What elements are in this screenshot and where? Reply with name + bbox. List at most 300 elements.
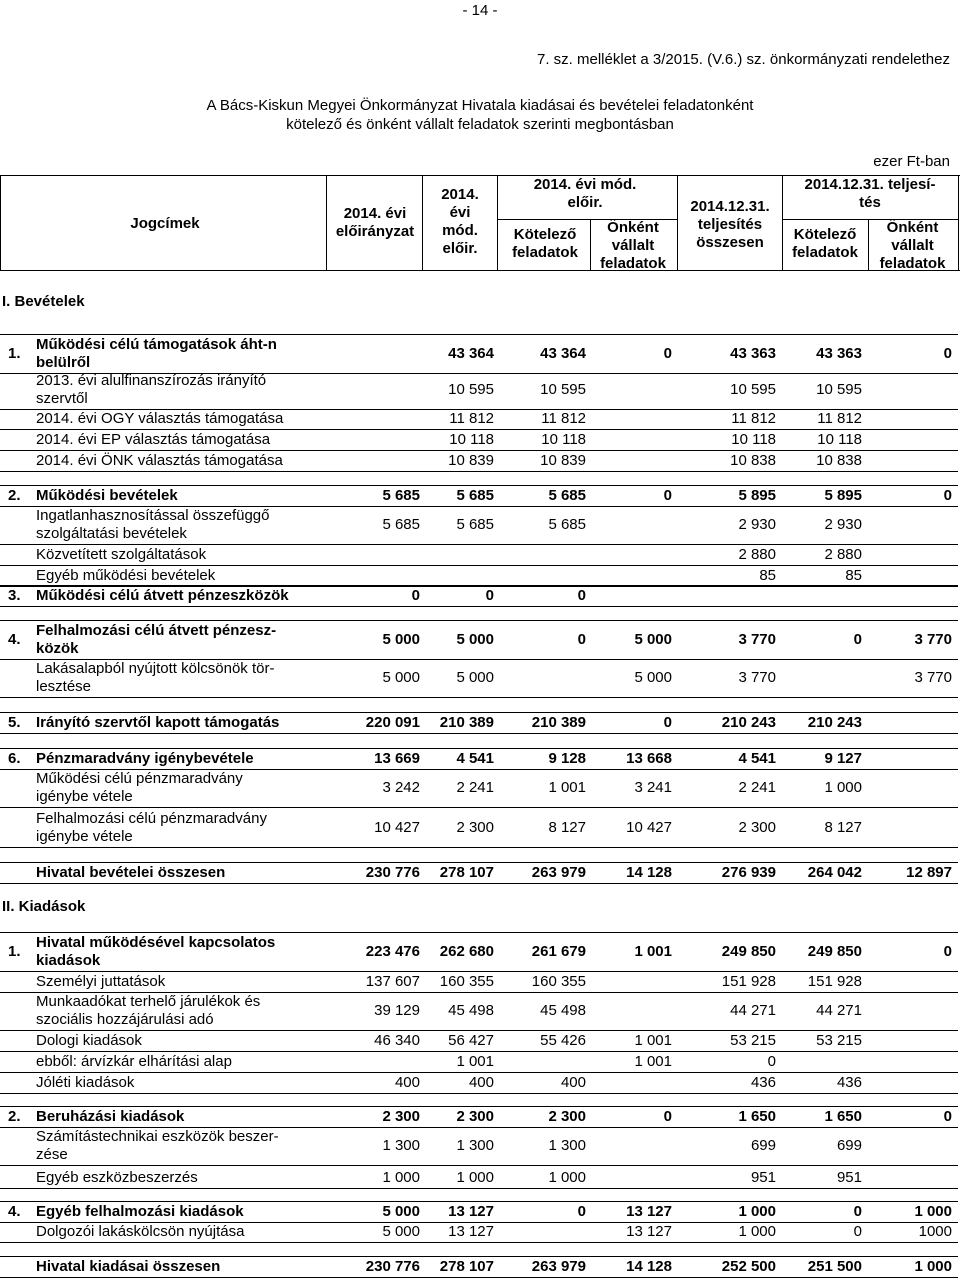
row-value: 436 bbox=[750, 1074, 776, 1091]
row-label: Működési bevételek bbox=[36, 487, 178, 504]
header-onkent2-line1: Önként bbox=[886, 219, 939, 236]
row-value: 5 685 bbox=[382, 487, 420, 504]
header-onkent bbox=[592, 219, 674, 273]
table-row bbox=[0, 1258, 960, 1276]
row-border bbox=[0, 1165, 958, 1166]
row-label: Beruházási kiadások bbox=[36, 1108, 185, 1125]
row-border bbox=[0, 748, 958, 749]
row-value: 0 bbox=[663, 487, 672, 504]
table-row bbox=[0, 1223, 960, 1241]
header-kotelezo2 bbox=[785, 226, 865, 262]
row-value: 5 685 bbox=[548, 487, 586, 504]
row-label: Felhalmozási célú pénzmaradvány bbox=[36, 810, 267, 827]
row-value: 220 091 bbox=[365, 714, 420, 731]
row-value: 1 001 bbox=[456, 1053, 494, 1070]
row-number: 3. bbox=[8, 587, 21, 604]
header-kotelezo-line2: feladatok bbox=[512, 244, 578, 261]
table-row bbox=[0, 1128, 960, 1164]
row-label: Ingatlanhasznosítással összefüggő bbox=[36, 507, 270, 524]
row-value: 210 389 bbox=[439, 714, 494, 731]
header-mod-eloir-line4: előir. bbox=[442, 240, 478, 257]
row-value: 4 541 bbox=[738, 750, 776, 767]
row-border bbox=[0, 1256, 958, 1257]
row-border bbox=[0, 847, 958, 848]
row-border bbox=[0, 932, 958, 933]
table-row bbox=[0, 336, 960, 372]
header-onkent2 bbox=[870, 219, 955, 273]
row-value: 56 427 bbox=[448, 1032, 494, 1049]
row-value: 2 880 bbox=[824, 546, 862, 563]
row-label: Működési célú pénzmaradvány bbox=[36, 770, 243, 787]
row-value: 10 118 bbox=[449, 431, 494, 448]
document-title-line1: A Bács-Kiskun Megyei Önkormányzat Hivatala kiadásai és bevételei feladatonként bbox=[206, 97, 754, 114]
header-jogcimek: Jogcímek bbox=[130, 215, 200, 232]
row-value: 1 300 bbox=[548, 1137, 586, 1154]
header-divider bbox=[0, 175, 1, 270]
row-value: 8 127 bbox=[548, 819, 586, 836]
section-kiadasok: II. Kiadások bbox=[2, 898, 86, 915]
row-value: 1 001 bbox=[634, 1053, 672, 1070]
row-value: 1 650 bbox=[738, 1108, 776, 1125]
row-value: 5 000 bbox=[456, 669, 494, 686]
unit-label: ezer Ft-ban bbox=[873, 153, 950, 170]
header-kotelezo2-line1: Kötelező bbox=[793, 226, 857, 243]
row-value: 1 001 bbox=[548, 779, 586, 796]
row-value: 39 129 bbox=[374, 1002, 420, 1019]
row-value: 10 118 bbox=[541, 431, 586, 448]
row-border bbox=[0, 1072, 958, 1073]
row-value: 0 bbox=[577, 1203, 586, 1220]
row-value: 249 850 bbox=[807, 943, 862, 960]
row-value: 85 bbox=[845, 567, 862, 584]
row-value: 2 930 bbox=[824, 516, 862, 533]
row-value: 1 000 bbox=[382, 1169, 420, 1186]
row-value: 44 271 bbox=[816, 1002, 862, 1019]
row-value: 5 000 bbox=[382, 669, 420, 686]
header-mod-eloir bbox=[425, 186, 495, 258]
row-value: 0 bbox=[853, 1223, 862, 1240]
row-value: 3 770 bbox=[914, 631, 952, 648]
row-value: 11 812 bbox=[449, 410, 494, 427]
row-value: 137 607 bbox=[365, 973, 420, 990]
row-value: 2 241 bbox=[738, 779, 776, 796]
row-value: 13 127 bbox=[448, 1223, 494, 1240]
header-onkent-line2: vállalt bbox=[611, 237, 655, 254]
table-row bbox=[0, 750, 960, 768]
row-value: 5 000 bbox=[456, 631, 494, 648]
header-mod-group-line2: előir. bbox=[567, 194, 603, 211]
page-number: - 14 - bbox=[462, 2, 498, 19]
row-value: 11 812 bbox=[817, 410, 862, 427]
row-value: 0 bbox=[853, 1203, 862, 1220]
row-value: 5 895 bbox=[824, 487, 862, 504]
row-value: 210 243 bbox=[721, 714, 776, 731]
header-divider bbox=[497, 175, 498, 270]
row-label: közök bbox=[36, 640, 79, 657]
table-row bbox=[0, 864, 960, 882]
row-value: 10 839 bbox=[448, 452, 494, 469]
row-value: 1 000 bbox=[738, 1203, 776, 1220]
row-value: 210 389 bbox=[531, 714, 586, 731]
row-border bbox=[0, 450, 958, 451]
row-value: 10 595 bbox=[816, 381, 862, 398]
row-value: 0 bbox=[943, 487, 952, 504]
row-value: 43 363 bbox=[730, 345, 776, 362]
row-label: lesztése bbox=[36, 678, 92, 695]
row-value: 0 bbox=[485, 587, 494, 604]
row-label: Személyi juttatások bbox=[36, 973, 166, 990]
table-row bbox=[0, 810, 960, 846]
row-value: 10 118 bbox=[817, 431, 862, 448]
row-value: 2 300 bbox=[738, 819, 776, 836]
row-value: 11 812 bbox=[731, 410, 776, 427]
row-value: 9 128 bbox=[548, 750, 586, 767]
header-divider bbox=[958, 175, 959, 270]
row-border bbox=[0, 1030, 958, 1031]
row-label: Hivatal működésével kapcsolatos bbox=[36, 934, 276, 951]
row-label: 2014. évi EP választás támogatása bbox=[36, 431, 271, 448]
row-border bbox=[0, 1277, 958, 1278]
table-row bbox=[0, 410, 960, 428]
row-border bbox=[0, 733, 958, 734]
row-value: 699 bbox=[836, 1137, 862, 1154]
header-eloiranyzat-line1: 2014. évi bbox=[343, 205, 407, 222]
row-value: 43 363 bbox=[816, 345, 862, 362]
section-bevetelek: I. Bevételek bbox=[2, 293, 85, 310]
row-border bbox=[0, 1242, 958, 1243]
row-label: igénybe vétele bbox=[36, 788, 133, 805]
row-label: Számítástechnikai eszközök beszer- bbox=[36, 1128, 279, 1145]
row-label: ebből: árvízkár elhárítási alap bbox=[36, 1053, 232, 1070]
table-row bbox=[0, 714, 960, 732]
row-border bbox=[0, 620, 958, 621]
row-value: 1 650 bbox=[824, 1108, 862, 1125]
header-eloiranyzat bbox=[330, 205, 420, 241]
header-divider bbox=[497, 219, 677, 220]
row-label: Egyéb működési bevételek bbox=[36, 567, 216, 584]
row-value: 276 939 bbox=[721, 864, 776, 881]
row-value: 5 685 bbox=[382, 516, 420, 533]
header-telj-group bbox=[785, 176, 955, 212]
table-row bbox=[0, 993, 960, 1029]
row-value: 251 500 bbox=[807, 1258, 862, 1275]
row-label: Hivatal kiadásai összesen bbox=[36, 1258, 221, 1275]
row-value: 5 685 bbox=[456, 487, 494, 504]
row-value: 43 364 bbox=[540, 345, 586, 362]
row-value: 45 498 bbox=[540, 1002, 586, 1019]
table-row bbox=[0, 1074, 960, 1092]
table-row bbox=[0, 622, 960, 658]
row-value: 2 300 bbox=[456, 819, 494, 836]
row-value: 85 bbox=[759, 567, 776, 584]
row-value: 1 001 bbox=[634, 1032, 672, 1049]
table-row bbox=[0, 567, 960, 585]
row-value: 13 669 bbox=[374, 750, 420, 767]
row-value: 0 bbox=[943, 345, 952, 362]
row-value: 10 595 bbox=[448, 381, 494, 398]
row-border bbox=[0, 1106, 958, 1107]
table-row bbox=[0, 1053, 960, 1071]
table-row bbox=[0, 546, 960, 564]
row-value: 11 812 bbox=[541, 410, 586, 427]
header-eloiranyzat-line2: előirányzat bbox=[335, 223, 415, 240]
row-number: 4. bbox=[8, 631, 21, 648]
row-value: 12 897 bbox=[906, 864, 952, 881]
row-label: Munkaadókat terhelő járulékok és bbox=[36, 993, 261, 1010]
row-value: 14 128 bbox=[626, 1258, 672, 1275]
row-value: 210 243 bbox=[807, 714, 862, 731]
annex-reference: 7. sz. melléklet a 3/2015. (V.6.) sz. önkormányzati rendelethez bbox=[537, 51, 950, 68]
row-value: 53 215 bbox=[816, 1032, 862, 1049]
row-value: 13 668 bbox=[626, 750, 672, 767]
row-value: 5 685 bbox=[456, 516, 494, 533]
row-value: 43 364 bbox=[448, 345, 494, 362]
row-value: 5 685 bbox=[548, 516, 586, 533]
row-value: 230 776 bbox=[365, 864, 420, 881]
row-value: 0 bbox=[663, 714, 672, 731]
row-value: 400 bbox=[394, 1074, 420, 1091]
row-value: 2 241 bbox=[456, 779, 494, 796]
table-row bbox=[0, 770, 960, 806]
header-mod-eloir-line3: mód. bbox=[442, 222, 478, 239]
row-value: 2 300 bbox=[548, 1108, 586, 1125]
table-row bbox=[0, 431, 960, 449]
row-value: 264 042 bbox=[807, 864, 862, 881]
row-label: szervtől bbox=[36, 390, 88, 407]
row-value: 9 127 bbox=[824, 750, 862, 767]
table-row bbox=[0, 1108, 960, 1126]
header-divider bbox=[326, 175, 327, 270]
row-border bbox=[0, 1201, 958, 1202]
row-value: 0 bbox=[943, 943, 952, 960]
row-label: Jóléti kiadások bbox=[36, 1074, 135, 1091]
header-onkent2-line2: vállalt bbox=[891, 237, 934, 254]
row-value: 1 000 bbox=[914, 1203, 952, 1220]
header-onkent2-line3: feladatok bbox=[879, 255, 946, 272]
row-value: 230 776 bbox=[365, 1258, 420, 1275]
row-label: Működési célú átvett pénzeszközök bbox=[36, 587, 289, 604]
header-divider bbox=[590, 219, 591, 270]
row-value: 5 895 bbox=[738, 487, 776, 504]
row-border bbox=[0, 485, 958, 486]
row-border bbox=[0, 862, 958, 863]
header-kotelezo2-line2: feladatok bbox=[792, 244, 858, 261]
table-row bbox=[0, 507, 960, 543]
header-teljesites-line3: összesen bbox=[696, 234, 764, 251]
row-value: 2 300 bbox=[382, 1108, 420, 1125]
row-value: 10 118 bbox=[731, 431, 776, 448]
header-telj-group-line2: tés bbox=[859, 194, 881, 211]
row-label: 2014. évi ÖNK választás támogatása bbox=[36, 452, 283, 469]
row-value: 2 880 bbox=[738, 546, 776, 563]
row-value: 262 680 bbox=[439, 943, 494, 960]
row-value: 3 770 bbox=[914, 669, 952, 686]
row-value: 0 bbox=[767, 1053, 776, 1070]
row-value: 1 001 bbox=[634, 943, 672, 960]
row-border bbox=[0, 565, 958, 566]
row-border bbox=[0, 807, 958, 808]
row-label: szolgáltatási bevételek bbox=[36, 525, 187, 542]
header-kotelezo bbox=[500, 226, 590, 262]
row-value: 160 355 bbox=[531, 973, 586, 990]
row-value: 13 127 bbox=[448, 1203, 494, 1220]
row-value: 436 bbox=[836, 1074, 862, 1091]
row-value: 0 bbox=[577, 587, 586, 604]
table-row bbox=[0, 1032, 960, 1050]
row-border bbox=[0, 606, 958, 607]
row-label: 2013. évi alulfinanszírozás irányító bbox=[36, 372, 267, 389]
row-value: 10 838 bbox=[730, 452, 776, 469]
header-mod-group-line1: 2014. évi mód. bbox=[533, 176, 637, 193]
row-value: 10 838 bbox=[816, 452, 862, 469]
row-value: 44 271 bbox=[730, 1002, 776, 1019]
row-border bbox=[0, 334, 958, 335]
header-teljesites bbox=[680, 198, 780, 252]
row-label: Közvetített szolgáltatások bbox=[36, 546, 207, 563]
row-value: 13 127 bbox=[626, 1223, 672, 1240]
row-label: Egyéb eszközbeszerzés bbox=[36, 1169, 198, 1186]
row-label: Dologi kiadások bbox=[36, 1032, 142, 1049]
row-value: 10 427 bbox=[626, 819, 672, 836]
header-divider bbox=[868, 219, 869, 270]
row-label: zése bbox=[36, 1146, 68, 1163]
row-number: 1. bbox=[8, 943, 21, 960]
row-value: 2 300 bbox=[456, 1108, 494, 1125]
table-row bbox=[0, 934, 960, 970]
row-value: 1 000 bbox=[738, 1223, 776, 1240]
row-label: szociális hozzájárulási adó bbox=[36, 1011, 214, 1028]
row-value: 1000 bbox=[918, 1223, 952, 1240]
row-value: 10 595 bbox=[540, 381, 586, 398]
row-label: Működési célú támogatások áht-n bbox=[36, 336, 277, 353]
row-value: 151 928 bbox=[721, 973, 776, 990]
row-value: 1 000 bbox=[548, 1169, 586, 1186]
row-value: 699 bbox=[750, 1137, 776, 1154]
row-value: 5 000 bbox=[382, 1203, 420, 1220]
table-row bbox=[0, 973, 960, 991]
row-value: 1 000 bbox=[914, 1258, 952, 1275]
row-value: 1 300 bbox=[456, 1137, 494, 1154]
row-number: 5. bbox=[8, 714, 21, 731]
row-value: 400 bbox=[560, 1074, 586, 1091]
row-label: belülről bbox=[36, 354, 91, 371]
row-label: Lakásalapból nyújtott kölcsönök tör- bbox=[36, 660, 275, 677]
row-value: 252 500 bbox=[721, 1258, 776, 1275]
row-value: 278 107 bbox=[439, 1258, 494, 1275]
header-onkent-line3: feladatok bbox=[600, 255, 666, 272]
row-value: 951 bbox=[750, 1169, 776, 1186]
header-telj-group-line1: 2014.12.31. teljesí- bbox=[804, 176, 936, 193]
row-value: 8 127 bbox=[824, 819, 862, 836]
table-row bbox=[0, 660, 960, 696]
header-mod-eloir-line2: évi bbox=[449, 204, 471, 221]
row-value: 46 340 bbox=[374, 1032, 420, 1049]
table-row bbox=[0, 1169, 960, 1187]
row-value: 0 bbox=[411, 587, 420, 604]
row-value: 261 679 bbox=[531, 943, 586, 960]
row-value: 5 000 bbox=[634, 631, 672, 648]
row-value: 3 242 bbox=[382, 779, 420, 796]
header-teljesites-line2: teljesítés bbox=[697, 216, 763, 233]
header-onkent-line1: Önként bbox=[607, 219, 659, 236]
row-value: 10 839 bbox=[540, 452, 586, 469]
header-teljesites-line1: 2014.12.31. bbox=[690, 198, 770, 215]
row-border bbox=[0, 585, 958, 586]
row-label: kiadások bbox=[36, 952, 101, 969]
row-value: 0 bbox=[853, 631, 862, 648]
row-border bbox=[0, 429, 958, 430]
document-title-line2: kötelező és önként vállalt feladatok szerinti megbontásban bbox=[286, 116, 674, 133]
row-value: 400 bbox=[468, 1074, 494, 1091]
header-bottom-border bbox=[0, 270, 960, 271]
row-value: 1 300 bbox=[382, 1137, 420, 1154]
row-label: Dolgozói lakáskölcsön nyújtása bbox=[36, 1223, 245, 1240]
header-divider bbox=[782, 175, 783, 270]
row-value: 3 770 bbox=[738, 631, 776, 648]
row-value: 223 476 bbox=[365, 943, 420, 960]
header-mod-group bbox=[500, 176, 670, 212]
row-value: 0 bbox=[663, 1108, 672, 1125]
table-row bbox=[0, 452, 960, 470]
row-value: 10 427 bbox=[374, 819, 420, 836]
header-kotelezo-line1: Kötelező bbox=[513, 226, 577, 243]
row-value: 5 000 bbox=[382, 631, 420, 648]
row-value: 0 bbox=[577, 631, 586, 648]
row-value: 0 bbox=[943, 1108, 952, 1125]
row-label: Pénzmaradvány igénybevétele bbox=[36, 750, 254, 767]
row-value: 263 979 bbox=[531, 864, 586, 881]
row-value: 3 770 bbox=[738, 669, 776, 686]
row-value: 10 595 bbox=[730, 381, 776, 398]
row-border bbox=[0, 712, 958, 713]
row-value: 13 127 bbox=[626, 1203, 672, 1220]
row-number: 6. bbox=[8, 750, 21, 767]
row-border bbox=[0, 883, 958, 884]
row-border bbox=[0, 697, 958, 698]
row-value: 5 000 bbox=[382, 1223, 420, 1240]
row-border bbox=[0, 544, 958, 545]
row-value: 151 928 bbox=[807, 973, 862, 990]
row-label: Irányító szervtől kapott támogatás bbox=[36, 714, 280, 731]
row-value: 263 979 bbox=[531, 1258, 586, 1275]
table-row bbox=[0, 1203, 960, 1221]
row-value: 53 215 bbox=[730, 1032, 776, 1049]
row-number: 1. bbox=[8, 345, 21, 362]
row-border bbox=[0, 1093, 958, 1094]
row-value: 2 930 bbox=[738, 516, 776, 533]
row-value: 5 000 bbox=[634, 669, 672, 686]
table-row bbox=[0, 372, 960, 408]
row-border bbox=[0, 1051, 958, 1052]
row-value: 3 241 bbox=[634, 779, 672, 796]
row-border bbox=[0, 471, 958, 472]
row-value: 1 000 bbox=[824, 779, 862, 796]
row-value: 0 bbox=[663, 345, 672, 362]
header-divider bbox=[677, 175, 678, 270]
row-label: Felhalmozási célú átvett pénzesz- bbox=[36, 622, 277, 639]
row-number: 2. bbox=[8, 487, 21, 504]
row-label: igénybe vétele bbox=[36, 828, 133, 845]
row-value: 4 541 bbox=[456, 750, 494, 767]
row-value: 278 107 bbox=[439, 864, 494, 881]
row-label: Egyéb felhalmozási kiadások bbox=[36, 1203, 244, 1220]
header-divider bbox=[782, 219, 958, 220]
row-value: 1 000 bbox=[456, 1169, 494, 1186]
header-top-border bbox=[0, 175, 960, 176]
row-number: 2. bbox=[8, 1108, 21, 1125]
row-value: 55 426 bbox=[540, 1032, 586, 1049]
row-number: 4. bbox=[8, 1203, 21, 1220]
